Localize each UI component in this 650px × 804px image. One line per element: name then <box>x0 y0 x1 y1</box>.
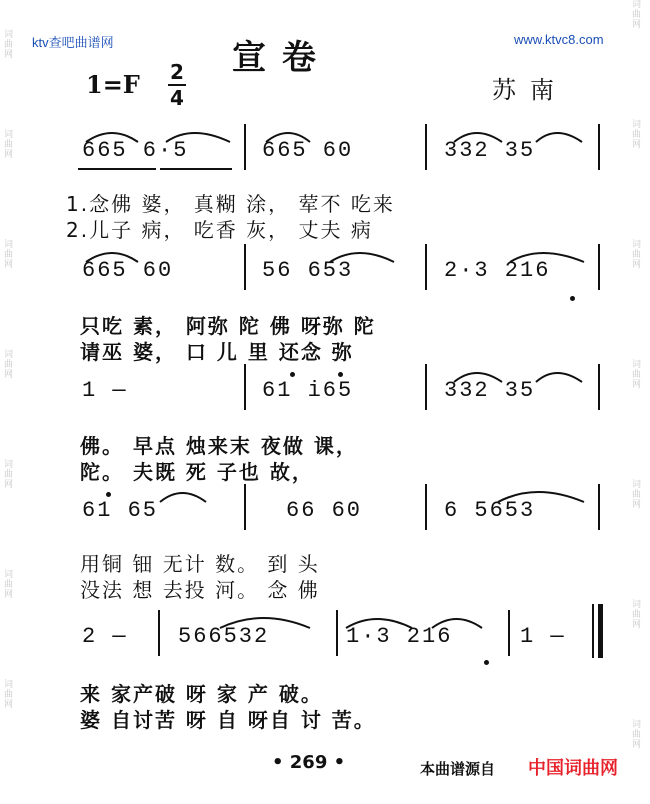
barline-row-1-a <box>244 124 246 170</box>
barline-row-3-c <box>598 364 600 410</box>
watermark-right-1: 词曲网 <box>632 0 642 30</box>
notes-row-2-m3: 2·3 216 <box>444 258 551 283</box>
notes-row-1-m2: 665 60 <box>262 138 354 163</box>
watermark-right-7: 词曲网 <box>632 720 642 750</box>
lyrics-row-1-verse-2: 2.儿子 病， 吃香 灰， 丈夫 病 <box>66 218 373 242</box>
notes-row-5-m1: 2 — <box>82 624 128 649</box>
source-label: 本曲谱源自 <box>420 760 496 778</box>
notes-row-4-m3: 6 5653 <box>444 498 536 523</box>
lyrics-row-5-verse-2: 婆 自讨苦 呀 自 呀自 讨 苦。 <box>80 708 376 732</box>
final-barline-thick <box>598 604 603 658</box>
lyrics-row-3-verse-1: 佛。 早点 烛来末 夜做 课， <box>80 434 358 458</box>
time-signature <box>166 62 188 108</box>
lyrics-row-4-verse-2: 没法 想 去投 河。 念 佛 <box>80 578 320 602</box>
lyrics-row-5-verse-1: 来 家产破 呀 家 产 破。 <box>80 682 323 706</box>
final-barline-thin <box>592 604 594 658</box>
lyrics-row-2-verse-2: 请巫 婆， 口 儿 里 还念 弥 <box>80 340 354 364</box>
notes-row-3-m1: 1 — <box>82 378 128 403</box>
source-site-link[interactable]: 中国词曲网 <box>528 758 618 779</box>
site-name-left: ktv查吧曲谱网 <box>32 35 114 50</box>
notes-row-2-m2: 56 653 <box>262 258 354 283</box>
octave-dot-low <box>570 296 575 301</box>
notes-row-3-m2: 61 i65 <box>262 378 354 403</box>
barline-row-4-c <box>598 484 600 530</box>
watermark-right-2: 词曲网 <box>632 120 642 150</box>
lyrics-row-4-verse-1: 用铜 钿 无计 数。 到 头 <box>80 552 320 576</box>
beam-row-1b <box>160 168 232 170</box>
notes-row-4-m2: 66 60 <box>286 498 363 523</box>
octave-dot-low-2 <box>484 660 489 665</box>
site-url-right: www.ktvc8.com <box>514 32 604 47</box>
barline-row-2-b <box>425 244 427 290</box>
octave-dot-high-3 <box>106 492 111 497</box>
slurs-row-4 <box>150 486 230 506</box>
watermark-left-3: 词曲网 <box>4 240 14 270</box>
notes-row-3-m3: 332 35 <box>444 378 536 403</box>
octave-dot-high-1 <box>338 372 343 377</box>
key-signature: 1=F <box>86 70 140 99</box>
barline-row-2-a <box>244 244 246 290</box>
barline-row-3-a <box>244 364 246 410</box>
notes-row-1-m3: 332 35 <box>444 138 536 163</box>
watermark-left-6: 词曲网 <box>4 570 14 600</box>
barline-row-2-c <box>598 244 600 290</box>
lyrics-row-3-verse-2: 陀。 夫既 死 子也 故， <box>80 460 314 484</box>
beam-row-1a <box>78 168 156 170</box>
barline-row-1-b <box>425 124 427 170</box>
watermark-left-5: 词曲网 <box>4 460 14 490</box>
notes-row-5-m2: 566532 <box>178 624 270 649</box>
watermark-right-3: 词曲网 <box>632 240 642 270</box>
notes-row-2-m1: 665 60 <box>82 258 174 283</box>
watermark-left-4: 词曲网 <box>4 350 14 380</box>
watermark-left-2: 词曲网 <box>4 130 14 160</box>
watermark-right-4: 词曲网 <box>632 360 642 390</box>
notes-row-4-m1: 61 65 <box>82 498 159 523</box>
watermark-right-6: 词曲网 <box>632 600 642 630</box>
watermark-left-7: 词曲网 <box>4 680 14 710</box>
barline-row-4-b <box>425 484 427 530</box>
time-signature-top: 2 <box>170 60 184 84</box>
barline-row-4-a <box>244 484 246 530</box>
watermark-left-1: 词曲网 <box>4 30 14 60</box>
octave-dot-high-2 <box>290 372 295 377</box>
song-title: 宣 卷 <box>232 38 318 78</box>
lyrics-row-1-verse-1: 1.念佛 婆， 真糊 涂， 荤不 吃来 <box>66 192 395 216</box>
page-number: • 269 • <box>272 752 346 773</box>
notes-row-1-m1: 665 6·5 <box>82 138 189 163</box>
time-signature-bottom: 4 <box>170 86 184 110</box>
watermark-right-5: 词曲网 <box>632 480 642 510</box>
barline-row-1-c <box>598 124 600 170</box>
barline-row-3-b <box>425 364 427 410</box>
region-label: 苏南 <box>492 76 568 104</box>
lyrics-row-2-verse-1: 只吃 素， 阿弥 陀 佛 呀弥 陀 <box>80 314 376 338</box>
notes-row-5-m3: 1·3 216 <box>346 624 453 649</box>
barline-row-5-b <box>336 610 338 656</box>
barline-row-5-c <box>508 610 510 656</box>
notes-row-5-m4: 1 — <box>520 624 566 649</box>
barline-row-5-a <box>158 610 160 656</box>
